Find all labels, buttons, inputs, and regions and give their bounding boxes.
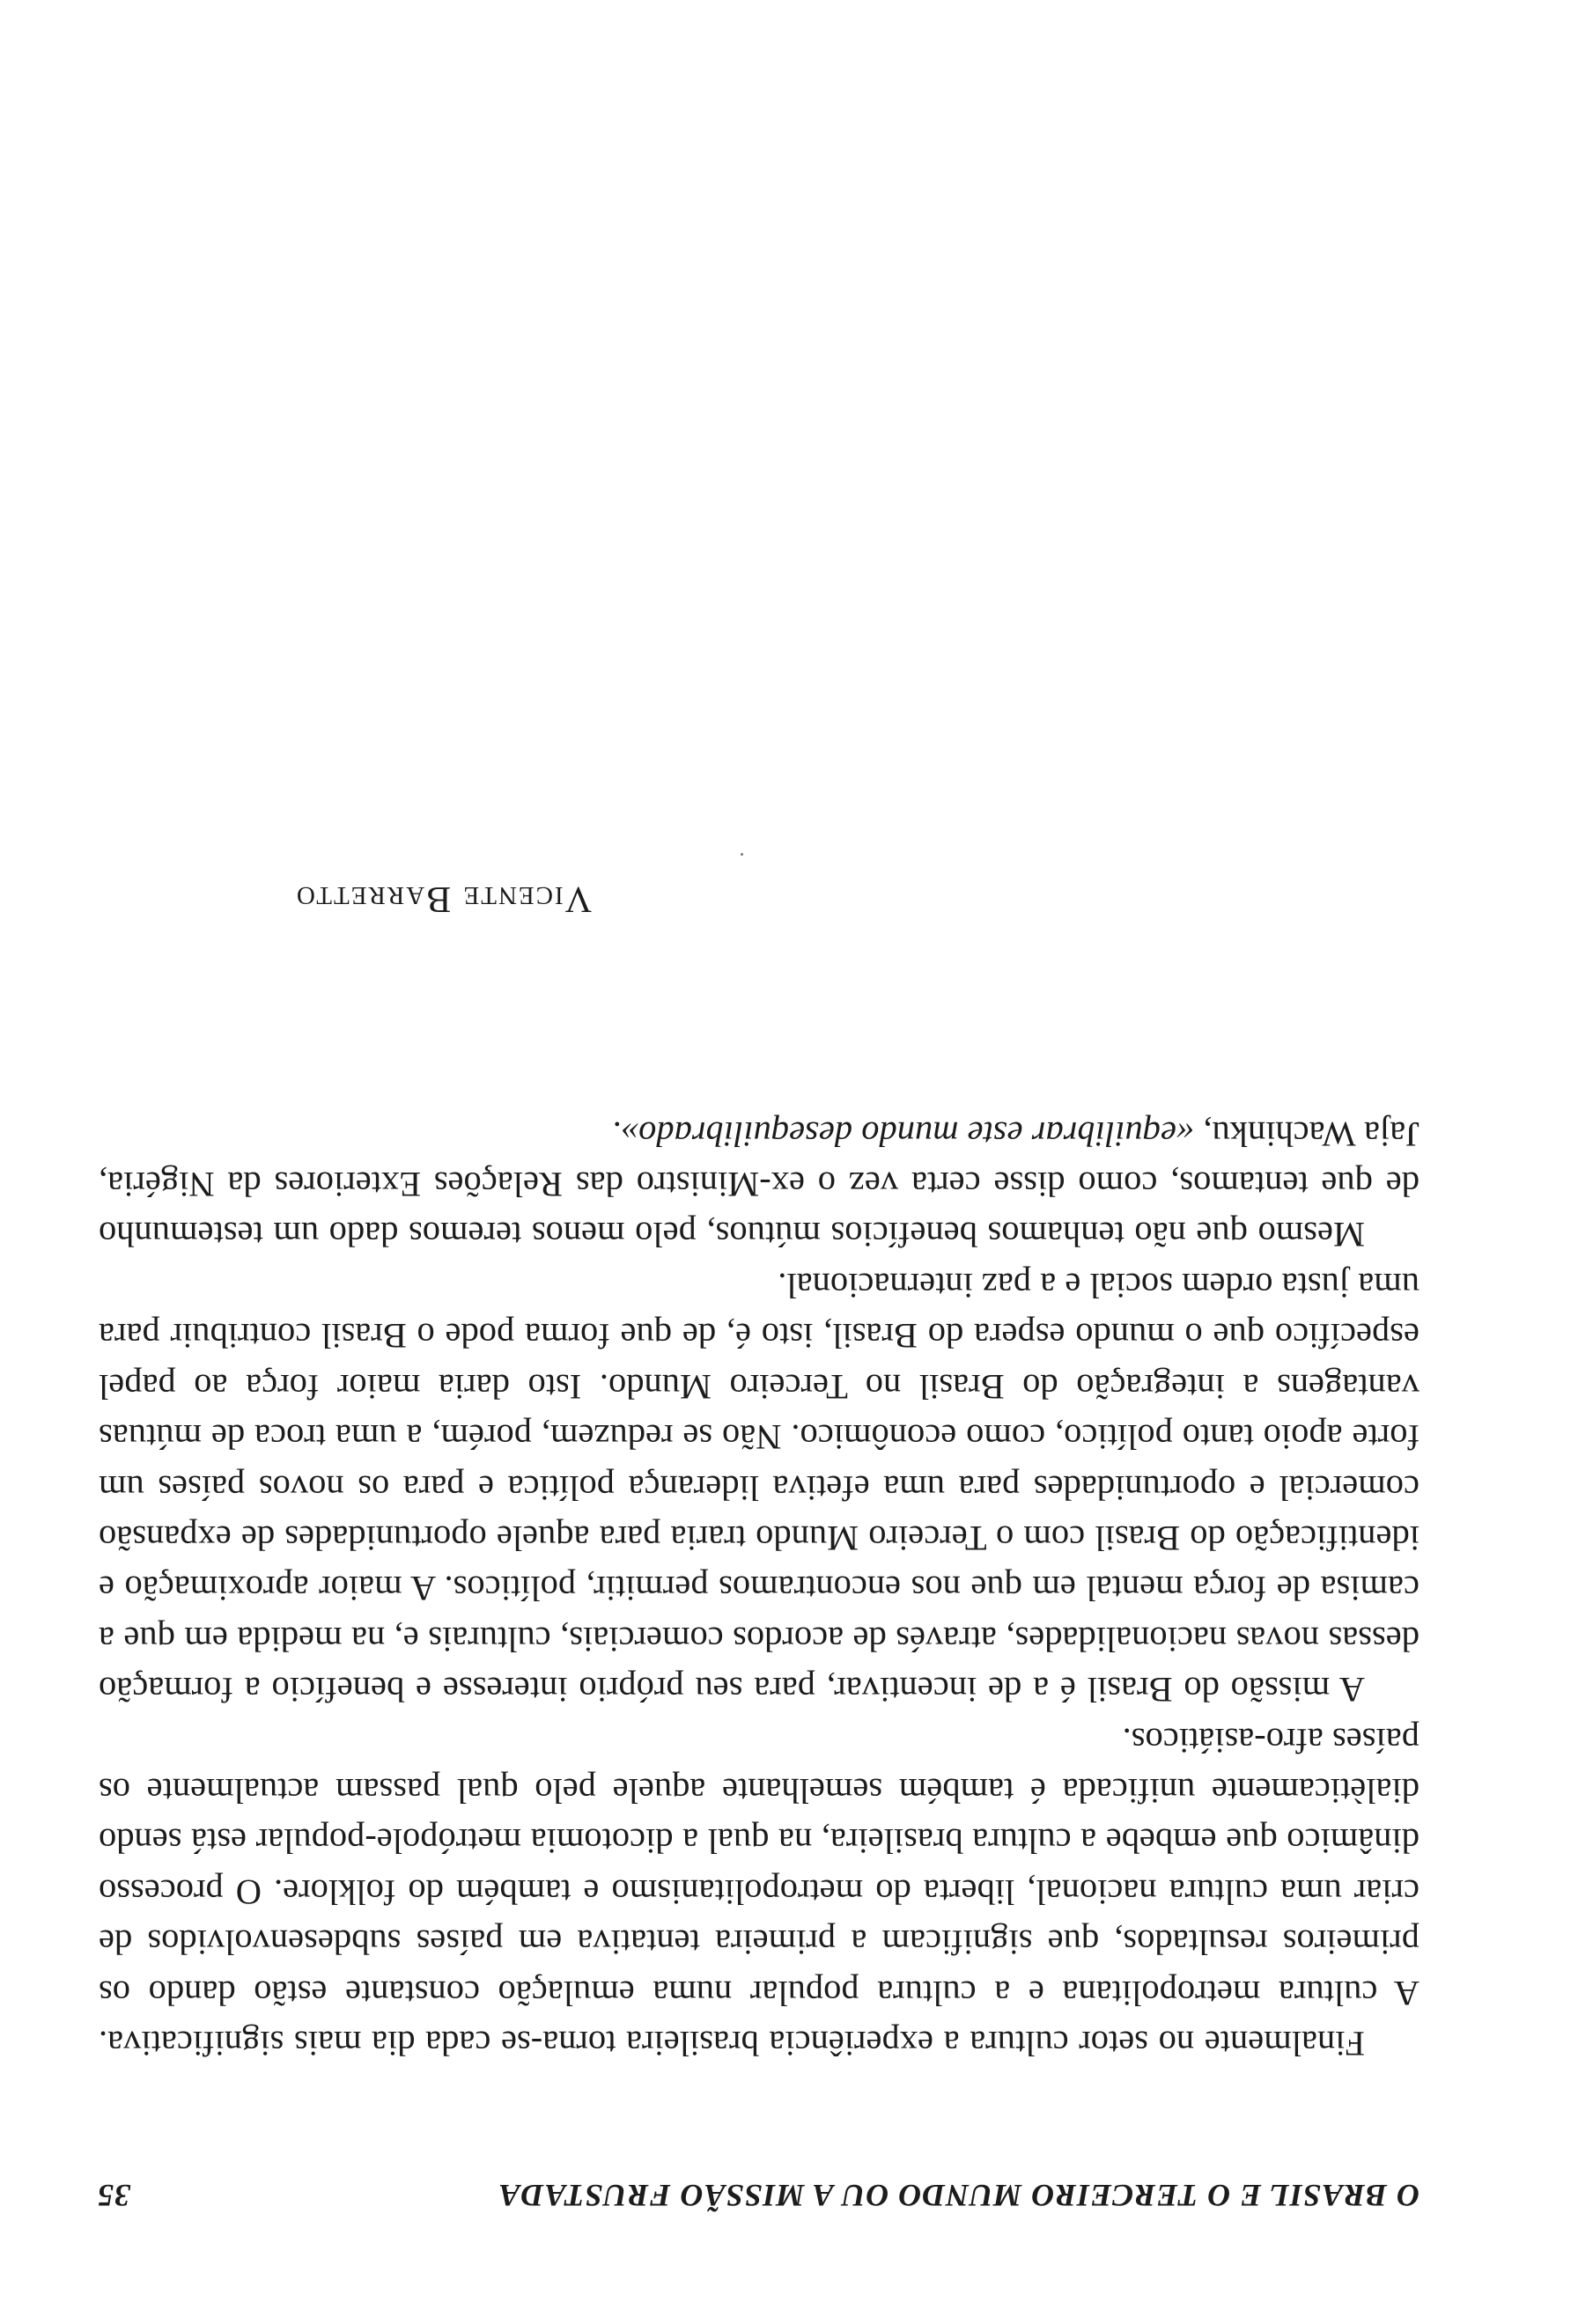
paper-speck (741, 853, 743, 856)
paragraph-mission: A missão do Brasil é a de incentivar, para seu próprio interesse e benefício a formação dessas novas nacionalidades, através de acordos comerciais, culturais e, na medida em que a camisa de força mental em que nos encontramos permitir, políticos. A maior aproximação e identificação do Brasil com o Terceiro Mundo traria para aquele oportunidades de expansão comercial e oportunidades para uma efetiva liderança política e para os novos países um forte apoio tanto político, como econômico. Não se reduzem, porém, a uma troca de mútuas vantagens a integração do Brasil no Terceiro Mundo. Isto daria maior força ao papel específico que o mundo espera do Brasil, isto é, de que forma pode o Brasil contribuir para uma justa ordem social e a paz internacional. (99, 1265, 1419, 1710)
author-signature: Vicente Barretto (294, 879, 592, 919)
article-body (99, 1108, 1419, 2069)
paragraph-culture: Finalmente no setor cultura a experiência brasileira torna-se cada dia mais significativa. A cultura metropolitana e a cultura popular numa emulação constante estão dando os primeiros resultados, que significam a primeira tentativa em países subdesenvolvidos de criar uma cultura nacional, liberta do metropolitanismo e também do folklore. O processo dinâmico que embebe a cultura brasileira, na qual a dicotomia metrópole-popular está sendo dialèticamente unificada é também semelhante aquele pelo qual passam actualmente os países afro-asiáticos. (99, 1720, 1419, 2063)
paragraph-closing (99, 1108, 1419, 1260)
closing-quote: «equilibrar este mundo desequilibrado». (611, 1114, 1195, 1154)
running-header (97, 2177, 1419, 2214)
page-number: 35 (97, 2178, 130, 2213)
running-head-title: O BRASIL E O TERCEIRO MUNDO OU A MISSÃO FRUSTADA (498, 2178, 1419, 2213)
closing-text: Mesmo que não tenhamos benefícios mútuos, pelo menos teremos dado um testemunho de que tentamos, como disse certa vez o ex-Ministro das Relações Exteriores da Nigéria, Jaja Wachinku, (99, 1114, 1419, 1255)
